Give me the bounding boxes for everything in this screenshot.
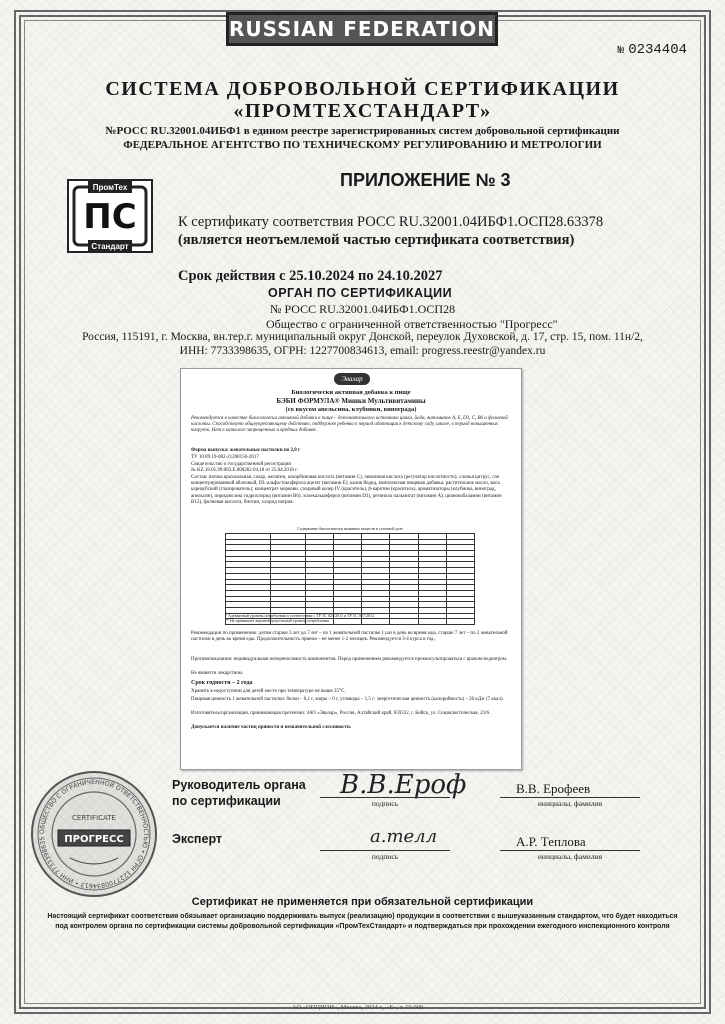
footer-text: [42, 912, 683, 932]
label-not-drug: Не является лекарством.: [191, 671, 244, 676]
logo-mark: ПС: [83, 197, 137, 237]
label-registration-2: № KZ.16.01.99.003.E.000282.04.18 от 25.04.2018 г.: [191, 468, 298, 473]
label-composition: Состав: патока крахмальная, сахар, желатин, аскорбиновая кислота (витамин С), лимонная кислота (регулятор кислотности), хлопья цитрус, сок концентрированный яблочный, DL-альфа-токоферола ацетат (витамин Е), калия йодид, комплексная пищевая добавка: растительное масло, воск карнаубский (глазирователь); концентрат моркови, сахарный колер IV (краситель), β-каротин (краситель), ароматизаторы (клубника, виноград, апельсин), пиридоксина гидрохлорид (витамин B6), холекальциферол (витамин D3), ретинола пальмитат (витамин А), цианокобаламин (витамин B12), фолиевая кислота, биотин, хлорид натрия.: [191, 475, 502, 505]
expert-signature-caption: подпись: [371, 852, 399, 861]
address-line-1: Россия, 115191, г. Москва, вн.тер.г. муниципальный округ Донской, переулок Духовской, д. 17, стр. 15, пом. 11н/2,: [82, 331, 643, 343]
label-usage: Рекомендации по применению: детям старше 3 лет до 7 лет – по 1 жевательной пастилке 1 раз в день во время еды, старше 7 лет – по 2 жевательной пастилки в день во время еды. Продолжительность приема – не менее 1-2 месяцев. Рекомендуется 3-4 курса в год.: [191, 631, 508, 643]
footer-line-1: Настоящий сертификат соответствия обязывает организацию поддерживать выпуск (реализацию) продукции в соответствии с вышеуказанным стандартом, что будет находиться: [47, 913, 678, 920]
not-applied-note: Сертификат не применяется при обязательной сертификации: [191, 896, 534, 908]
brand-logo: Эвалар: [334, 373, 370, 385]
head-role: [172, 777, 306, 809]
registry-line: №РОСС RU.32001.04ИБФ1 в едином реестре зарегистрированных систем добровольной сертификации: [105, 125, 620, 137]
logo-top-text: ПромТех: [92, 183, 128, 192]
logo-bottom-text: Стандарт: [91, 242, 129, 251]
seal-ring-text: ОБЩЕСТВО С ОГРАНИЧЕННОЙ ОТВЕТСТВЕННОСТЬЮ • ОГРН 1227700834613 • ИНН 7733398635: [38, 778, 150, 890]
label-contraindications: Противопоказания: индивидуальная непереносимость компонентов. Перед применением рекомендуется проконсультироваться с врачом-педиатром.: [191, 657, 508, 662]
product-label: [180, 368, 522, 770]
organ-address: [36, 330, 689, 358]
head-name: В.В. Ерофеев: [516, 781, 591, 796]
country-banner: RUSSIAN FEDERATION: [226, 12, 498, 46]
certificate-note: (является неотъемлемой частью сертификата соответствия): [178, 232, 575, 248]
address-line-2: ИНН: 7733398635, ОГРН: 1227700834613, email: progress.reestr@yandex.ru: [179, 345, 546, 357]
organ-title: ОРГАН ПО СЕРТИФИКАЦИИ: [268, 286, 453, 300]
serial-prefix: №: [617, 45, 625, 57]
agency-name: ФЕДЕРАЛЬНОЕ АГЕНТСТВО ПО ТЕХНИЧЕСКОМУ РЕГУЛИРОВАНИЮ И МЕТРОЛОГИИ: [123, 139, 602, 151]
expert-role: [172, 831, 222, 847]
head-signature-caption: подпись: [371, 799, 399, 808]
expert-signature: а.телл: [370, 826, 438, 847]
expert-role-line-1: Эксперт: [172, 832, 223, 846]
label-title-2: БЭБИ ФОРМУЛА® Мишки Мультивитамины: [276, 397, 426, 405]
serial-number: [618, 42, 687, 58]
appendix-title: ПРИЛОЖЕНИЕ № 3: [340, 170, 511, 190]
expert-signature-line: [320, 850, 450, 851]
organ-number: № РОСС RU.32001.04ИБФ1.ОСП28: [270, 302, 456, 316]
label-registration-1: Свидетельство о государственной регистрации: [191, 462, 292, 467]
system-title: СИСТЕМА ДОБРОВОЛЬНОЙ СЕРТИФИКАЦИИ: [105, 78, 620, 100]
head-role-line-2: по сертификации: [172, 794, 281, 808]
label-form: Форма выпуска: жевательные пастилки по 2,0 г: [191, 448, 301, 453]
expert-name-line: [500, 850, 640, 851]
validity-period: Срок действия с 25.10.2024 по 24.10.2027: [178, 268, 443, 284]
expert-name-caption: инициалы, фамилия: [537, 852, 603, 861]
label-intro: Рекомендуется в качестве биологически активной добавки к пище – дополнительного источника цинка, йода, витаминов A, E, D3, C, B6 и фолиевой кислоты. Способствует общеукрепляющему действию, поддержке ребенка в период адаптации к детскому саду, школе, в период повышенных нагрузок. Нет в каталоге запрещенных и вредных добавок.: [191, 416, 508, 434]
head-name-line: [500, 797, 640, 798]
promtehstandart-logo: [66, 178, 154, 254]
label-manufacturer: Изготовитель/организация, принимающая претензии: ЗАО «Эвалар», Россия, Алтайский край, 659332, г. Бийск, ул. Социалистическая, 23/6.: [191, 711, 491, 716]
organization-seal: [30, 770, 158, 898]
footer-line-2: под контролем органа по сертификации системы добровольной сертификации «ПромТехСтандарт» и подтверждаться при прохождении ежегодного инспекционного контроля: [55, 923, 670, 930]
head-signature-line: [320, 797, 450, 798]
head-name-caption: инициалы, фамилия: [537, 799, 603, 808]
nutrient-table: [225, 533, 475, 625]
seal-inner-text: CERTIFICATE: [72, 814, 116, 822]
label-storage: Хранить в недоступном для детей месте при температуре не выше 25°С.: [191, 689, 346, 694]
label-shelf-life: Срок годности – 2 года: [191, 680, 253, 686]
label-title-1: Биологически активная добавка к пище: [291, 389, 411, 396]
certificate-reference: К сертификату соответствия РОСС RU.32001.04ИБФ1.ОСП28.63378: [178, 214, 604, 230]
label-footnote: Допускается наличие частиц пряности и незначительной слезливости.: [191, 725, 352, 730]
seal-center-text: ПРОГРЕСС: [64, 834, 124, 845]
label-nutrition: Пищевая ценность 1 жевательной пастилки: белки – 0,1 г, жиры – 0 г, углеводы – 1,5 г; энергетическая ценность (калорийность) – 26 кДж (7 ккал).: [191, 697, 504, 702]
table-note-1: * Адекватный уровень потребления в соответствии с ТР ТС 021/2011 и ТР ТС 027/2012: [225, 613, 374, 618]
printer-imprint: АО «ОПЦИОН», Москва, 2024 г., «Б», т. 10 000: [292, 1004, 424, 1011]
table-caption: Содержание биологически активных веществ в суточной дозе: [297, 526, 403, 531]
serial-value: 0234404: [628, 42, 687, 58]
table-note-2: ** Не превышает верхний допустимый уровень потребления: [225, 618, 329, 623]
label-title-3: (со вкусом апельсина, клубники, винограда): [285, 406, 417, 413]
label-tu: ТУ 10.89.19-082-21208156-2017: [191, 455, 259, 460]
head-signature: В.В.Ероф: [340, 770, 467, 800]
head-role-line-1: Руководитель органа: [172, 778, 306, 792]
organ-name: Общество с ограниченной ответственностью "Прогресс": [266, 317, 558, 331]
expert-name: А.Р. Теплова: [516, 834, 586, 849]
system-name: «ПРОМТЕХСТАНДАРТ»: [233, 100, 492, 122]
